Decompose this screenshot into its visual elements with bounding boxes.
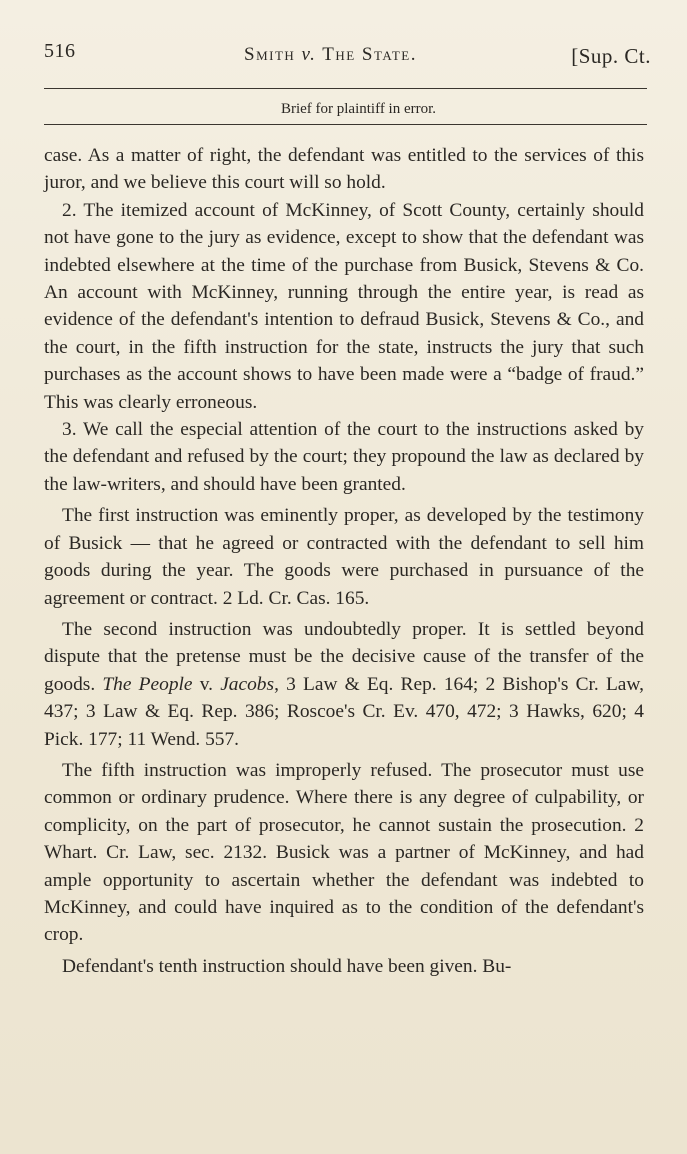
- header-rule-bottom: [44, 124, 647, 125]
- paragraph-5-text-a: The second instruction was undoubtedly proper. It is settled beyond dispute that the pretense must be the decisive cause of the transfer of the goods.: [44, 618, 644, 695]
- body-text: [44, 142, 644, 980]
- paragraph-2: 2. The itemized account of McKinney, of Scott County, certainly should not have gone to the jury as evidence, except to show that the defendant was indebted elsewhere at the time of the purchase from Busick, Stevens & Co. An account with McKinney, running through the entire year, is read as evidence of the defendant's intention to defraud Busick, Stevens & Co., and the court, in the fifth instruction for the state, instructs the jury that such purchases as the account shows to have been made were a “badge of fraud.” This was clearly erroneous.: [44, 199, 644, 413]
- header-rule-top: [44, 88, 647, 89]
- running-title-left: Smith: [244, 44, 302, 65]
- running-title-versus: v.: [301, 44, 317, 65]
- paragraph-3: 3. We call the especial attention of the court to the instructions asked by the defendant and refused by the court; they propound the law as declared by the law-writers, and should have been granted.: [44, 419, 644, 495]
- running-title-right: The State.: [316, 44, 417, 65]
- court-label: [Sup. Ct.: [571, 44, 651, 68]
- paragraph-5-text-b: , 3 Law & Eq. Rep. 164; 2 Bishop's Cr. Law, 437; 3 Law & Eq. Rep. 386; Roscoe's Cr. Ev. 470, 472; 3 Hawks, 620; 4 Pick. 177; 11 Wend. 557.: [44, 673, 644, 750]
- brief-label: Brief for plaintiff in error.: [280, 101, 437, 117]
- case-versus: v.: [192, 673, 221, 695]
- running-header: [44, 40, 651, 74]
- case-name-jacobs: Jacobs: [220, 673, 275, 695]
- paragraph-4: The first instruction was eminently proper, as developed by the testimony of Busick — that he agreed or contracted with the defendant to sell him goods during the year. The goods were purchased in pursuance of the agreement or contract. 2 Ld. Cr. Cas. 165.: [44, 505, 644, 609]
- running-title: [244, 44, 417, 66]
- paragraph-1: case. As a matter of right, the defendant was entitled to the services of this juror, and we believe this court will so hold.: [44, 145, 644, 194]
- paragraph-6: The fifth instruction was improperly refused. The prosecutor must use common or ordinary prudence. Where there is any degree of culpability, or complicity, on the part of prosecutor, he cannot sustain the prosecution. 2 Whart. Cr. Law, sec. 2132. Busick was a partner of McKinney, and had ample opportunity to ascertain whether the defendant was indebted to McKinney, and could have inquired as to the condition of the defendant's crop.: [44, 759, 644, 946]
- paragraph-5: [44, 616, 644, 753]
- page-number: 516: [44, 40, 76, 62]
- paragraph-7: Defendant's tenth instruction should have been given. Bu-: [62, 955, 512, 977]
- case-name-people: The People: [102, 673, 193, 695]
